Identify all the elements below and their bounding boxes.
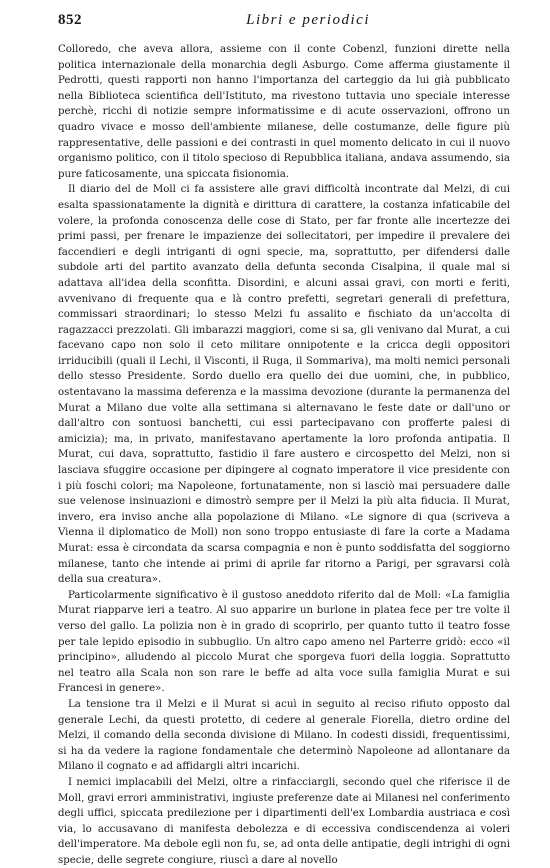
paragraph: Colloredo, che aveva allora, assieme con il conte Cobenzl, funzioni dirette nella politica internazionale della monarchia degli Asburgo. Come afferma giustamente il Pedrotti, questi rapporti non hanno l'importanza del carteggio da lui già pubblicato nella Biblioteca scientifica dell'Istituto, ma rivestono tuttavia uno speciale interesse perchè, ricchi di notizie sempre informatissime e di acute osservazioni, offrono un quadro vivace e mosso dell'ambiente milanese, delle costumanze, delle figure più rappresentative, delle passioni e dei contrasti in quel momento delicato in cui il nuovo organismo politico, con il titolo specioso di Repubblica italiana, andava assumendo, sia pure faticosamente, una spiccata fisionomia.: [58, 44, 510, 180]
body-text: [58, 42, 510, 868]
paragraph: Il diario del de Moll ci fa assistere alle gravi difficoltà incontrate dal Melzi, di cui esalta spassionatamente la dignità e dirittura di carattere, la costanza infaticabile del volere, la profonda conoscenza delle cose di Stato, per far fronte alle incertezze dei primi passi, per frenare le impazienze dei sollecitatori, per impedire il prevalere dei faccendieri e degli intriganti di ogni specie, ma, soprattutto, per difendersi dalle subdole arti del partito avanzato della defunta seconda Cisalpina, il quale mal si adattava all'idea della sconfitta. Disordini, e alcuni assai gravi, con morti e feriti, avvenivano di frequente qua e là contro prefetti, segretari generali di prefettura, commissari straordinari; lo stesso Melzi fu assalito e fischiato da un'accolta di ragazzacci prezzolati. Gli imbarazzi maggiori, come si sa, gli venivano dal Murat, a cui facevano capo non solo il ceto militare onnipotente e la cricca degli oppositori irriducibili (quali il Lechi, il Visconti, il Ruga, il Sommariva), ma molti nemici personali dello stesso Presidente. Sordo duello era quello dei due uomini, che, in pubblico, ostentavano la massima deferenza e la massima devozione (durante la permanenza del Murat a Milano due volte alla settimana si alternavano le feste date or dall'uno or dall'altro con sontuosi banchetti, cui essi partecipavano con profferte palesi di amicizia); ma, in privato, manifestavano apertamente la loro profonda antipatia. Il Murat, cui dava, soprattutto, fastidio il fare austero e circospetto del Melzi, non si lasciava sfuggire occasione per dipingere al cognato imperatore il vice presidente con i più foschi colori; ma Napoleone, fortunatamente, non si lasciò mai persuadere dalle sue velenose insinuazioni e dimostrò sempre per il Melzi la più alta fiducia. Il Murat, invero, era inviso anche alla popolazione di Milano. «Le signore di qua (scriveva a Vienna il diplomatico de Moll) non sono troppo entusiaste di fare la corte a Madama Murat: essa è circondata da scarsa compagnia e non è punto soddisfatta del soggiorno milanese, tanto che intende ai primi di aprile far ritorno a Parigi, per sgravarsi colà della sua creatura».: [58, 184, 510, 586]
paragraph: La tensione tra il Melzi e il Murat si acuì in seguito al reciso rifiuto opposto dal generale Lechi, da questi protetto, di cedere al generale Fiorella, dietro ordine del Melzi, il comando della seconda divisione di Milano. In codesti dissidi, frequentissimi, si ha da vedere la ragione fondamentale che determinò Napoleone ad allontanare da Milano il cognato e ad affidargli altri incarichi.: [58, 698, 510, 773]
paragraph: Particolarmente significativo è il gustoso aneddoto riferito dal de Moll: «La famiglia Murat riapparve ieri a teatro. Al suo apparire un burlone in platea fece per tre volte il verso del gallo. La polizia non è in grado di scoprirlo, per quanto tutto il teatro fosse per tale lepido episodio in subbuglio. Un altro capo ameno nel Parterre gridò: ecco «il principino», alludendo al piccolo Murat che sporgeva fuori della loggia. Soprattutto nel teatro alla Scala non son rare le beffe ad alta voce sulla famiglia Murat e sui Francesi in genere».: [58, 589, 510, 695]
paragraph: I nemici implacabili del Melzi, oltre a rinfacciargli, secondo quel che riferisce il de Moll, gravi errori amministrativi, ingiuste preferenze date ai Milanesi nel conferimento degli uffici, spiccata predilezione per i dipartimenti dell'ex Lombardia austriaca e così via, lo accusavano di manifesta debolezza e di eccessiva condiscendenza ai voleri dell'imperatore. Ma debole egli non fu, se, ad onta delle antipatie, degli intrighi di ogni specie, delle segrete congiure, riuscì a dare al novello: [58, 776, 510, 866]
page-number: 852: [58, 12, 82, 28]
page-header: [58, 12, 510, 42]
running-title: Libri e periodici: [246, 12, 370, 28]
